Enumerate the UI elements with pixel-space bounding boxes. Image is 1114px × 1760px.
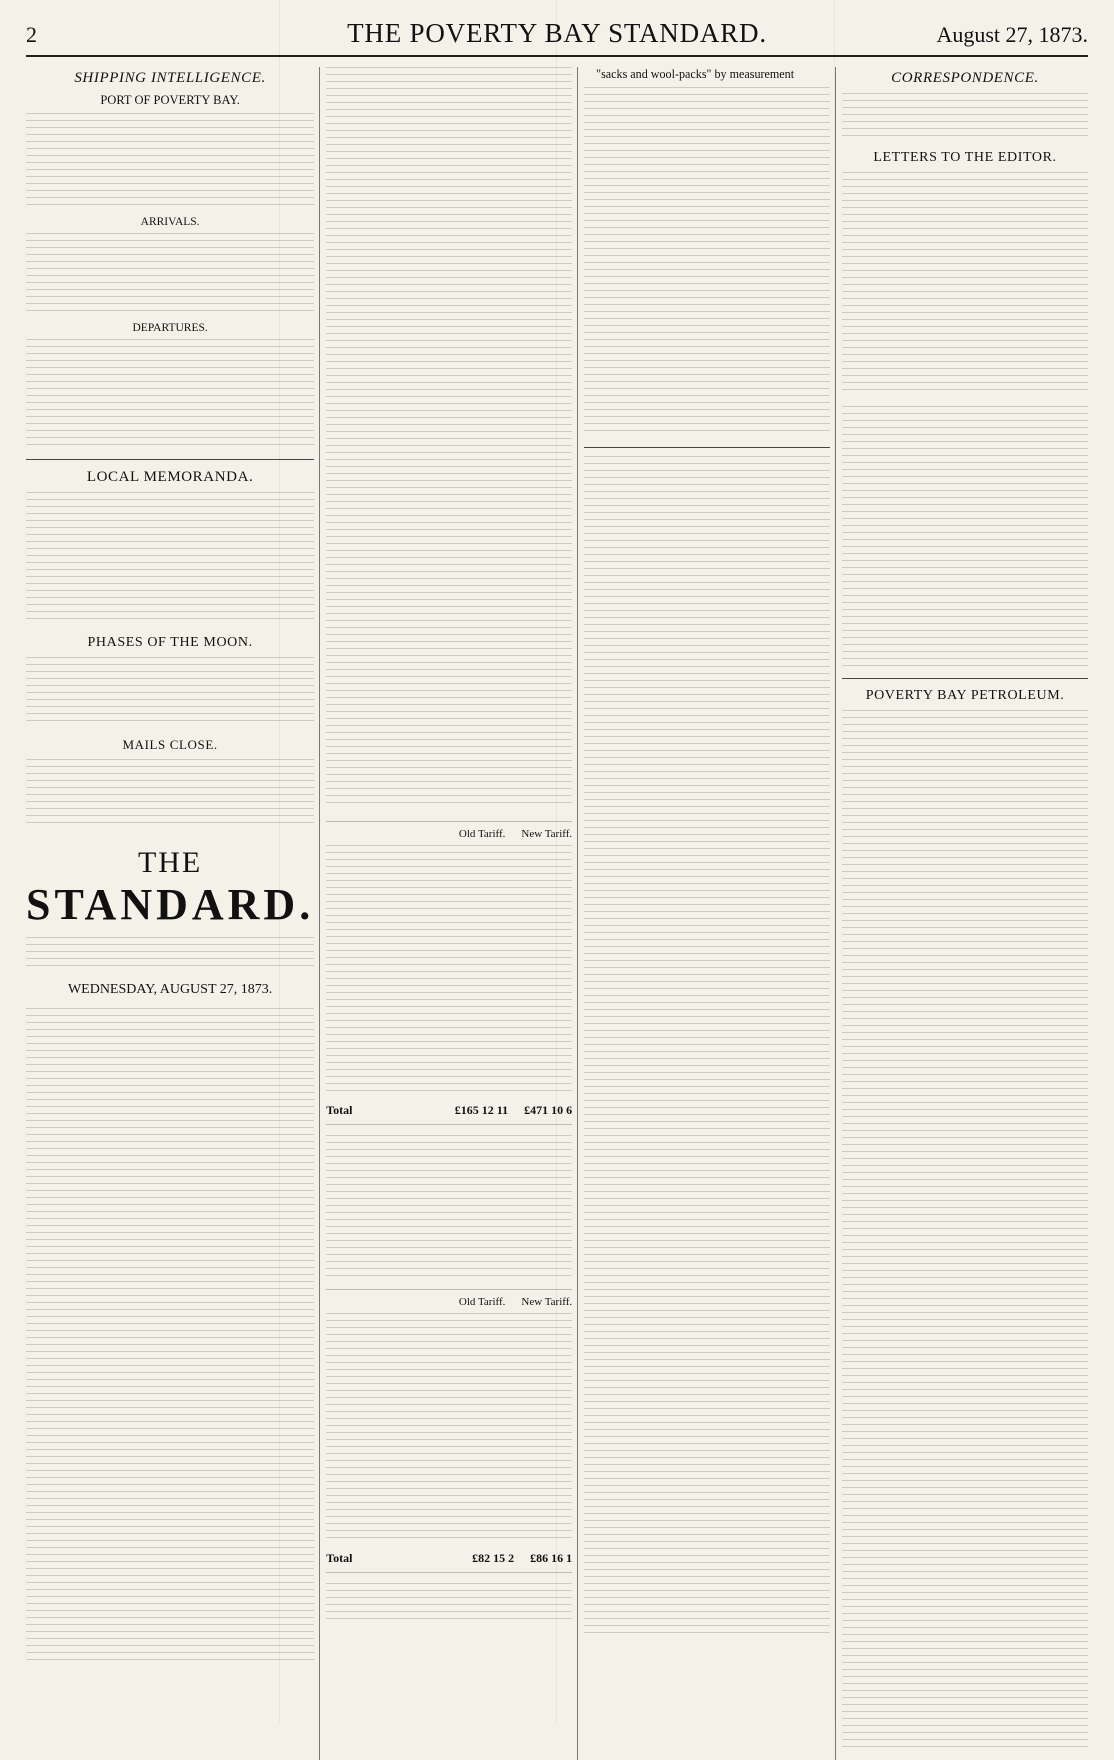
tariff-table-2: [326, 1289, 572, 1573]
issue-date: August 27, 1873.: [936, 22, 1088, 47]
newspaper-title: THE POVERTY BAY STANDARD.: [347, 18, 767, 48]
local-memoranda-text: [26, 492, 314, 624]
column-3: [584, 67, 830, 1760]
mails-close-title: MAILS CLOSE.: [122, 736, 218, 752]
divider-1: [26, 459, 314, 460]
columns: [26, 67, 1088, 1717]
port-heading: PORT OF POVERTY BAY.: [100, 93, 240, 108]
local-memoranda-title: LOCAL MEMORANDA.: [86, 468, 254, 485]
leader-article-col2-middle: [326, 1135, 572, 1277]
letters-heading: LETTERS TO THE EDITOR.: [873, 150, 1057, 166]
correspondence-title: CORRESPONDENCE.: [891, 70, 1039, 86]
arrivals-heading: ARRIVALS.: [140, 215, 200, 228]
moon-title: PHASES OF THE MOON.: [87, 634, 253, 650]
fold-line-2: [556, 0, 557, 1722]
shipping-notes: [26, 339, 314, 449]
column3-local-news: [584, 456, 830, 1636]
shipping-title: SHIPPING INTELLIGENCE.: [74, 70, 266, 86]
tariff-total-label-1: Total: [326, 1103, 353, 1118]
correspondence-note: [842, 93, 1088, 139]
tariff-heading-2: [326, 1296, 572, 1309]
tariff-total-old-1: £165 12 11: [454, 1103, 509, 1118]
leader-article-col2-bottom: [326, 1583, 572, 1625]
tariff-heading-left-2: [326, 1296, 443, 1309]
standard-masthead: [26, 845, 314, 999]
tide-table-text: [26, 113, 314, 205]
tariff-total-new-1: £471 10 6: [524, 1103, 573, 1118]
moon-text: [26, 657, 314, 727]
tariff-rows-1: [326, 845, 572, 1095]
column3-divider-1: [584, 447, 830, 448]
tariff-rows-2: [326, 1313, 572, 1543]
column4-divider-1: [842, 678, 1088, 679]
masthead-motto: [26, 937, 314, 971]
tariff-table-1: [326, 821, 572, 1125]
tariff-heading-1: [326, 828, 572, 841]
fold-line-1: [279, 0, 280, 1722]
column-2: [326, 67, 572, 1760]
tariff-total-label-2: Total: [326, 1551, 353, 1566]
fold-line-3: [834, 0, 835, 1722]
column3-main-article: [584, 87, 830, 437]
tariff-total-1: [326, 1103, 572, 1118]
column-1: [26, 67, 314, 1760]
page-header: [26, 18, 1088, 57]
old-tariff-heading-2: Old Tariff.: [458, 1296, 506, 1309]
column-4: [842, 67, 1088, 1760]
new-tariff-heading-2: New Tariff.: [521, 1296, 573, 1309]
new-tariff-heading-1: New Tariff.: [521, 828, 573, 840]
first-letter: [842, 172, 1088, 396]
tariff-total-old-2: £82 15 2: [472, 1551, 515, 1566]
petroleum-heading: POVERTY BAY PETROLEUM.: [865, 688, 1065, 704]
departures-heading: DEPARTURES.: [132, 321, 208, 334]
tariff-total-2: [326, 1551, 572, 1566]
leader-article-col1: [26, 1008, 314, 1660]
mails-close-text: [26, 759, 314, 829]
old-tariff-heading-1: Old Tariff.: [458, 828, 506, 840]
arrivals-text: [26, 233, 314, 311]
petroleum-report: [842, 710, 1088, 1750]
leader-article-col2-top: [326, 67, 572, 809]
masthead-standard: STANDARD.: [26, 880, 315, 930]
page-number: 2: [26, 22, 37, 47]
tariff-total-new-2: £86 16 1: [530, 1551, 573, 1566]
masthead-date: WEDNESDAY, AUGUST 27, 1873.: [67, 982, 273, 998]
second-letter: [842, 406, 1088, 668]
masthead-the: THE: [137, 845, 203, 879]
tariff-heading-left-1: [326, 828, 443, 841]
column3-intro: "sacks and wool-packs" by measurement: [596, 67, 795, 81]
